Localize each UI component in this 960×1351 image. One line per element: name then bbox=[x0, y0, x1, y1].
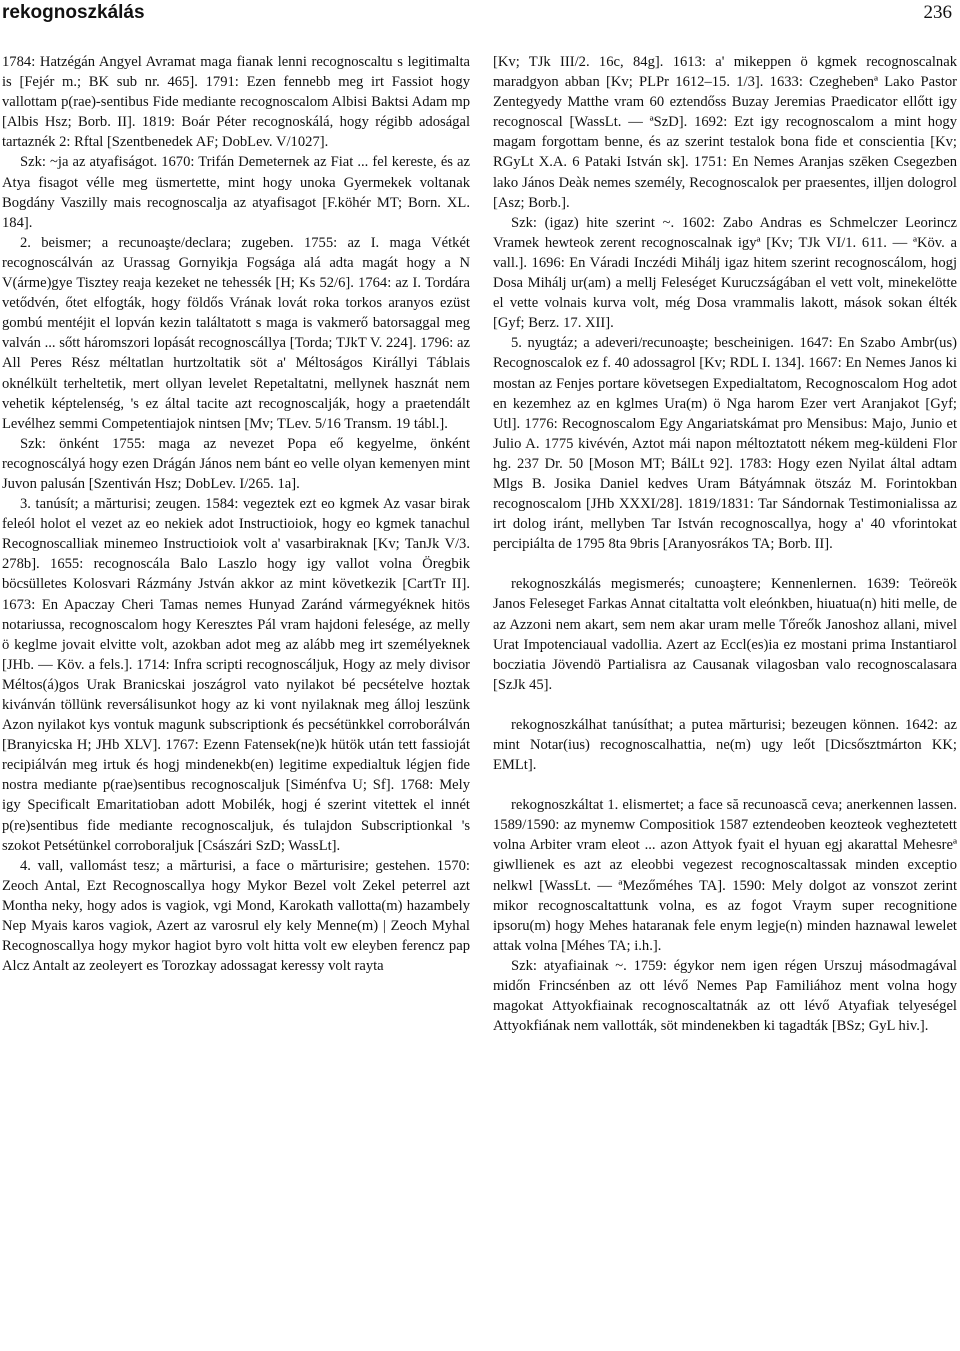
entry-paragraph: 1784: Hatzégán Angyel Avramat maga fianak lenni recognoscaltu s legitimalta is [Fejér m.; BK sub nr. 465]. 1791: Ezen fennebb meg irt Fassiot hogy vallottam p(rae)-sentibus Fide mediante recognoscalom Albisi Baktsi Adam mp [Albis Hsz; Borb. II]. 1819: Boár Péter recognoskálá, hogy régibb adoságal tartaznék 2: Rftal [Szentbenedek AF; DobLev. V/1027]. bbox=[2, 54, 470, 151]
entry-paragraph: Szk: ~ja az atyafiságot. 1670: Trifán Demeternek az Fiat ... fel kereste, és az Atya fisagot vélle meg üsmertette, mint hogy unoka Gyermekek voltanak Bogdány Vaszilly mais recognoscalja az atyafisagot [F.köhér MT; Born. XL. 184]. bbox=[2, 154, 470, 231]
entry-paragraph: [Kv; TJk III/2. 16c, 84g]. 1613: a' mikeppen ö kgmek recognoscalnak maradgyon abban [Kv; PLPr 1612–15. 1/3]. 1633: Czeghebenª Lako Pastor Zentegyedy Matthe vram 60 eztendőss Buzay Jeremias Praedicator ellőtt igy recognoscal [WassLt. — ªSzD]. 1692: Ezt igy recognoscalom a mint hogy magam forgottam benne, és az szerint testalok bona fide et conscientia [Kv; RGyLt X.A. 6 Pataki István sk]. 1751: En Nemes Aranjas szēken Csegezben lako János Deàk nemes személy, Recognoscalok per praesentes, illjen dologrol [Asz; Borb.]. bbox=[493, 54, 957, 211]
running-header bbox=[2, 2, 952, 32]
left-column bbox=[2, 52, 470, 976]
dictionary-entry: rekognoszkálás megismerés; cunoaştere; Kennenlernen. 1639: Teöreök Janos Feleseget Farkas Annat citaltatta volt eleónkben, hiuatua(n) hiti melle, de az Azzoni nem akart, sem nem akar uram melle Tőreők Janoshoz allani, mivel Urat Impotenciaual vadollia. Azert az Eccl(es)ia ez mostani prima Instantiarol bocziatia Jövendö Partialisra az Causanak vilagosban valo recognoscalasara [SzJk 45]. bbox=[493, 576, 957, 693]
entry-paragraph: Szk: atyafiainak ~. 1759: égykor nem igen régen Urszuj másodmagával midőn Frincsénben az ott lévő Nemes Pap Familiához ment volna hogy magokat Attyokfiainak recognoscaltatnák az ott lévő Atyafiak telyeségel Attyokfiának nem vallották, söt mindenekben ki tagadták [BSz; GyL hiv.]. bbox=[493, 957, 957, 1035]
dictionary-entry: rekognoszkálhat tanúsíthat; a putea mărturisi; bezeugen können. 1642: az mint Notar(ius) recognoscalhattia, ne(m) ugy leőt [Dicsősztmárton KK; EMLt]. bbox=[493, 716, 957, 774]
entry-paragraph: Szk: önként 1755: maga az nevezet Popa eő kegyelme, önként recognoscályá hogy ezen Drágán János nem bánt eo velle olyan kemenyen mint Juvon palusán [Szentiván Hsz; DobLev. I/265. 1a]. bbox=[2, 435, 470, 492]
entry-paragraph: 2. beismer; a recunoaşte/declara; zugeben. 1755: az I. maga Vétkét recognoscálván az Urassag Gornyikja Fogsága alá adta magát hogy a N V(árme)gye Tisztey reaja kezeket ne tehessék [H; Ks 52/6]. 1764: az I. Tordára vetődvén, őtet elfogták, hogy földős Vrának lovát roka torkos aranyos ezüst gombú mentéjit el lopván kezin találtatott s maga is vakmerő batorsaggal meg valván ... sőtt háromszori lopását recognoscállya [Torda; TJkT V. 224]. 1796: az All Peres Rész méltatlan hurtzoltatik söt a' Méltoságos Királlyi Táblais oknélkült terheltetik, mert ollyan levelet Repetaltatni, mellynek hasznát nem vehetik képtelenség, 's ez által tacite azt recognoscalják, hogy a praetendált Levélhez semmi Competentiajok nintsen [Mv; TLev. 5/16 Transm. 19 tábl.]. bbox=[2, 234, 470, 432]
dictionary-entry: rekognoszkáltat 1. elismertet; a face să recunoască ceva; anerkennen lassen. 1589/1590: az mynemw Compositiok 1587 eztendeoben keozteok vegheztetett volna Arbiter vram eleot ... azon Attyok fyait el hyuan egj akarattal Mehesreª giwllienek es azt az eleobbi vegezest recognoscaltassak minden exceptio nelkwl [WassLt. — ªMezőméhes TA]. 1590: Mely dolgot az vonszot zerint mikor recognoscaltattunk volna, es az fogot Vraym super recognitione ipsoru(m) hogy Mehes hataranak fele enym legje(n) minden haznawal lewelet attak volna [Méhes TA; i.h.]. bbox=[493, 797, 957, 954]
header-headword: rekognoszkálás bbox=[2, 2, 145, 23]
page-number: 236 bbox=[923, 2, 952, 23]
right-column bbox=[493, 52, 957, 1036]
entry-paragraph: 5. nyugtáz; a adeveri/recunoaşte; bescheinigen. 1647: En Szabo Ambr(us) Recognoscalok ez f. 40 adossagrol [Kv; RDL I. 134]. 1667: En Nemes Janos ki mostan az Fenjes portare követsegen Expedialtatom, Recognoscalom Hog adot en kezemhez az en kglmes Ura(m) ö Nga harom Ezer vert Aranjakot [Gyf; Utl]. 1776: Recognoscalom Egy Angariatskámat pro Mensibus: Majo, Junio et Julio A. 1775 kivévén, Aztot mái napon méltoztatott nékem meg-küldeni Flor hg. 237 Dr. 50 [Moson MT; BálLt 92]. 1783: Hogy ezen Nyilat által adtam Mlgs B. Josika Daniel kedves Uram Bátyámnak ötszáz M. Forintokban recognoscalom [JHb XXXI/28]. 1819/1831: Tar Sándornak Testimonialissa az irt dolog iránt, mellyben Tar István recognoscallya, hogy a' 40 vforintokat percipiálta de 1795 8ta 9bris [Aranyosrákos TA; Borb. II]. bbox=[493, 335, 957, 553]
entry-paragraph: Szk: (igaz) hite szerint ~. 1602: Zabo Andras es Schmelczer Leorincz Vramek hewteok zerent recognoscalnak igyª [Kv; TJk VI/1. 611. — ªKöv. a vall.]. 1696: En Váradi Inczédi Mihálj igaz hitem szerint recognoscálom, hogj Dosa Mihálj ur(am) a mellj Feleséget Kuruczságában el vett volt, minekelötte el vette volnais kurva volt, még Dosa vrammalis lakott, mások sokan élték [Gyf; Berz. 17. XII]. bbox=[493, 214, 957, 332]
entry-paragraph: 3. tanúsít; a mărturisi; zeugen. 1584: vegeztek ezt eo kgmek Az vasar birak feleól holot el vezet az eo nekiek adot Instructioiok, hogy eo kgmek tanachul Recognoscalliak minemeo Instructioiok volt a' vasarbiraknak [Kv; TanJk V/3. 278b]. 1655: recognoscála Balo Laszlo hogy igy vallot volna Öregbik böcsülletes Kolosvari Rázmány Jstván akkor az mint következik [CartTr II]. 1673: En Apaczay Cheri Tamas nemes Hunyad Zaránd vármegyéknek hitös notariussa, recognoscalom hogy Keresztes Pál vram hajdoni felesége, az melly ö keglme jovait elvitte volt, azokban adot meg az alább meg irt személyeknek [JHb. — Köv. a fels.]. 1714: Infra scripti recognoscáljuk, Hogy az mely divisor Méltos(á)gos Urak Branicskai joszágrol vato nyilakot bé pecsételve hoztak kivánván töllünk reversálisunkot hogy az ki vont nyilaknak meg álloj leszünk Azon nyilakot kys vontuk magunk subscriptionk és pecsétünkkel corroborálván [Branyicska H; JHb XLV]. 1767: Ezenn Fatensek(ne)k hütök után tett fassioját recipiálván meg irtuk és hogj mindenekb(en) legitime expedialtuk légjen fide nostra mediante p(rae)sentibus recognoscaljuk [Siménfva U; Sf]. 1768: Mely igy Specificalt Emaritatioban adott Mobilék, hogj é szerint vitettek el innét p(re)sentibus fide mediante recognoscaljuk, és tulajdon Subscriptionkal 's szokot Petsétünkel corroboraljuk [Császári SzD; WassLt]. bbox=[2, 496, 470, 854]
entry-paragraph: 4. vall, vallomást tesz; a mărturisi, a face o mărturisire; gestehen. 1570: Zeoch Antal, Ezt Recognoscallya hogy Mykor Bezel volt Zekel peterrel azt Montha neky, hogy ados is vagiok, vgi Mond, Karokath vallotta(m) hazambely Nep Myais karos vagiok, Azert az varosrul ely kely Menne(m) | Zeoch Myhal Recognoscallya hogy mykor hagiot byro volt hitta volt ew eleyben ferencz pap Alcz Antalt az zeoleyert es Torozkay adossagat keressy volt rayta bbox=[2, 857, 470, 975]
